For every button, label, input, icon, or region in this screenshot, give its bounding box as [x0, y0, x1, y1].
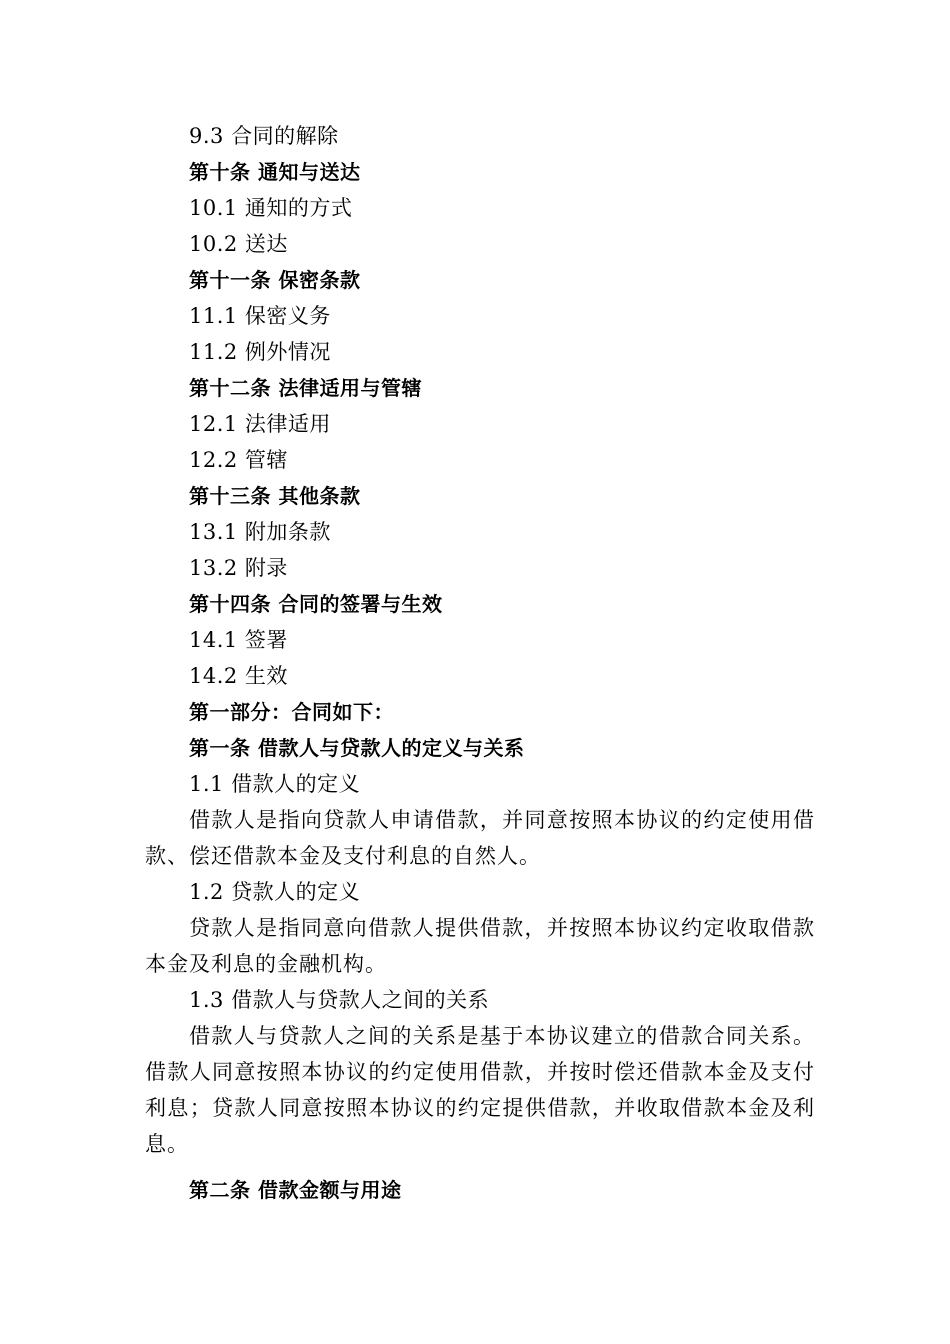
- outline-heading: 第十一条 保密条款: [189, 268, 361, 292]
- section-1-3-body: 借款人与贷款人之间的关系是基于本协议建立的借款合同关系。借款人同意按照本协议的约定使用借款，并按时偿还借款本金及支付利息；贷款人同意按照本协议的约定提供借款，并收取借款本金及利息。: [145, 1024, 815, 1156]
- outline-heading: 第十四条 合同的签署与生效: [189, 592, 443, 616]
- outline-item: 11.2 例外情况: [189, 340, 331, 364]
- outline-item: 13.2 附录: [189, 556, 288, 580]
- section-1-2-body: 贷款人是指同意向借款人提供借款，并按照本协议约定收取借款本金及利息的金融机构。: [145, 916, 815, 976]
- outline-item: 14.2 生效: [189, 664, 288, 688]
- outline-heading: 第十条 通知与送达: [189, 160, 361, 184]
- outline-item: 11.1 保密义务: [189, 304, 331, 328]
- outline-item: 12.1 法律适用: [189, 412, 331, 436]
- section-1-1-title: 1.1 借款人的定义: [189, 772, 361, 796]
- section-1-1-body: 借款人是指向贷款人申请借款，并同意按照本协议的约定使用借款、偿还借款本金及支付利息的自然人。: [145, 808, 815, 868]
- outline-item: 13.1 附加条款: [189, 520, 331, 544]
- article-1-title: 第一条 借款人与贷款人的定义与关系: [189, 736, 525, 760]
- article-2-title: 第二条 借款金额与用途: [189, 1178, 402, 1202]
- document-content: [145, 118, 815, 1208]
- spacer: [145, 1162, 815, 1172]
- outline-item: 14.1 签署: [189, 628, 288, 652]
- part-title: 第一部分：合同如下：: [189, 700, 394, 724]
- section-1-3-title: 1.3 借款人与贷款人之间的关系: [189, 988, 490, 1012]
- outline-item: 10.2 送达: [189, 232, 288, 256]
- outline-item: 9.3 合同的解除: [189, 124, 339, 148]
- outline-heading: 第十二条 法律适用与管辖: [189, 376, 422, 400]
- outline-item: 12.2 管辖: [189, 448, 288, 472]
- section-1-2-title: 1.2 贷款人的定义: [189, 880, 361, 904]
- outline-item: 10.1 通知的方式: [189, 196, 353, 220]
- outline-heading: 第十三条 其他条款: [189, 484, 361, 508]
